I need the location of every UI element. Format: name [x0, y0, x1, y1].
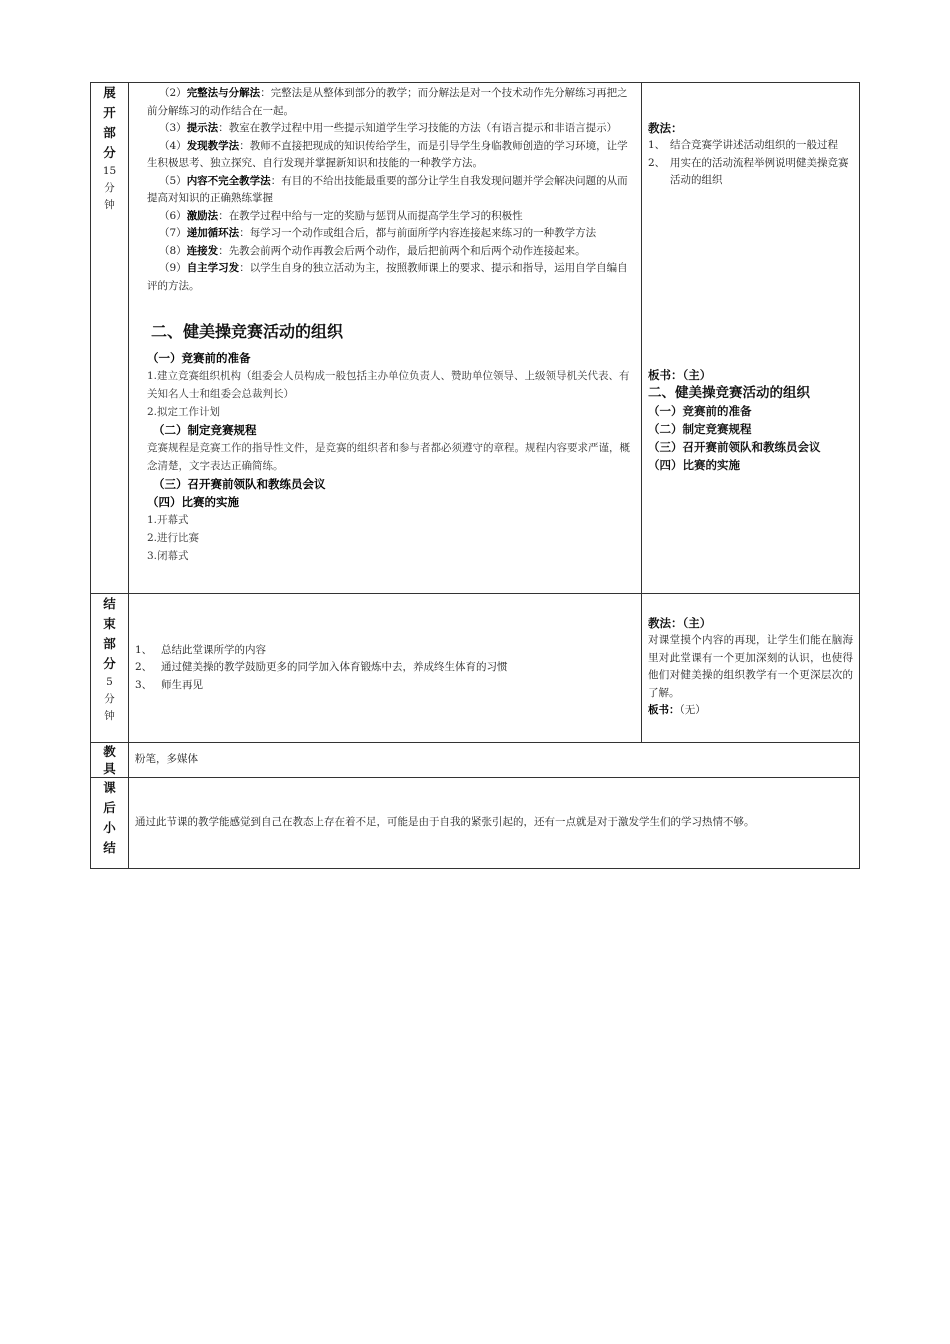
method-item: （7）递加循环法：每学习一个动作或组合后，都与前面所学内容连接起来练习的一种教学方法	[159, 227, 597, 239]
summary-row	[91, 778, 860, 869]
teaching-methods-list	[147, 85, 635, 295]
board-line: 板书：（无）	[648, 704, 706, 716]
board-title: 板书：（主）	[648, 367, 712, 382]
method-item: （6）激励法：在教学过程中给与一定的奖励与惩罚从而提高学生学习的积极性	[159, 209, 523, 222]
method-title: 教法：（主）	[648, 616, 712, 630]
lesson-plan-table	[90, 82, 860, 869]
tools-label: 教 具	[103, 744, 116, 776]
ending-label-cell	[91, 594, 129, 743]
summary-label: 课 后 小 结	[103, 780, 116, 855]
method-title: 教法：	[648, 121, 683, 135]
expand-notes-cell	[642, 83, 860, 594]
ending-duration: 5	[106, 676, 113, 688]
list-item: 3.闭幕式	[147, 550, 189, 562]
tools-text: 粉笔，多媒体	[135, 753, 198, 766]
tools-content-cell	[129, 743, 860, 778]
board-item: （二）制定竞赛规程	[648, 421, 752, 436]
board-heading: 二、健美操竞赛活动的组织	[648, 384, 810, 401]
subsection-title: （一）竞赛前的准备	[147, 351, 251, 365]
list-item: 1、 总结此堂课所学的内容	[135, 643, 266, 656]
expand-content-cell	[129, 83, 642, 594]
method-item: （8）连接发：先教会前两个动作再教会后两个动作，最后把前两个和后两个动作连接起来。	[159, 244, 586, 257]
summary-content-cell	[129, 778, 860, 869]
expand-label-cell	[91, 83, 129, 594]
method-item: （4）发现教学法：教师不直接把现成的知识传给学生，而是引导学生身临教师创造的学习环境，让学生积极思考、独立探究、自行发现并掌握新知识和技能的一种教学方法。	[147, 139, 628, 169]
ending-notes-cell	[642, 594, 860, 743]
summary-text: 通过此节课的教学能感觉到自己在教态上存在着不足，可能是由于自我的紧张引起的，还有一点就是对于激发学生们的学习热情不够。	[135, 816, 755, 829]
section-title: 二、健美操竞赛活动的组织	[151, 322, 344, 341]
expand-row	[91, 83, 860, 594]
expand-duration: 15	[102, 165, 117, 177]
method-text: 对课堂摸个内容的再现，让学生们能在脑海里对此堂课有一个更加深刻的认识，也使得他们对健美操的组织教学有一个更深层次的了解。	[648, 634, 853, 699]
method-item: （9）自主学习发：以学生自身的独立活动为主，按照教师课上的要求、提示和指导，运用自学自编自评的方法。	[147, 262, 628, 292]
method-item: （2）完整法与分解法：完整法是从整体到部分的教学；而分解法是对一个技术动作先分解练习再把之前分解练习的动作结合在一起。	[147, 87, 628, 117]
subsection-title: （四）比赛的实施	[147, 495, 239, 509]
summary-label-cell	[91, 778, 129, 869]
list-item: 2.进行比赛	[147, 532, 200, 544]
list-item: 2、 用实在的活动流程举例说明健美操竞赛活动的组织	[648, 156, 849, 186]
subsection-title: （三）召开赛前领队和教练员会议	[153, 477, 326, 491]
list-item: 1、 结合竞赛学讲述活动组织的一般过程	[648, 139, 838, 151]
tools-row	[91, 743, 860, 778]
list-item: 3、 师生再见	[135, 678, 203, 691]
list-item: 2、 通过健美操的教学鼓励更多的同学加入体育锻炼中去，养成终生体育的习惯	[135, 661, 508, 674]
list-item: 1.开幕式	[147, 514, 189, 526]
ending-content-cell	[129, 594, 642, 743]
method-item: （5）内容不完全教学法：有目的不给出技能最重要的部分让学生自我发现问题并学会解决问题的从而提高对知识的正确熟练掌握	[147, 174, 628, 204]
paragraph: 竞赛规程是竞赛工作的指导性文件，是竞赛的组织者和参与者都必须遵守的章程。规程内容要求严谨，概念清楚，文字表达正确简练。	[147, 442, 630, 472]
subsection-title: （二）制定竞赛规程	[153, 423, 257, 437]
board-item: （三）召开赛前领队和教练员会议	[648, 439, 821, 454]
list-item: 1.建立竞赛组织机构（组委会人员构成一般包括主办单位负责人、赞助单位领导、上级领导机关代表、有关知名人士和组委会总裁判长）	[147, 370, 630, 400]
expand-label: 展 开 部 分 15 分 钟	[102, 85, 117, 211]
board-item: （四）比赛的实施	[648, 457, 740, 472]
list-item: 2.拟定工作计划	[147, 406, 221, 418]
ending-row	[91, 594, 860, 743]
tools-label-cell	[91, 743, 129, 778]
method-item: （3）提示法：教室在教学过程中用一些提示知道学生学习技能的方法（有语言提示和非语言提示）	[159, 122, 618, 134]
board-item: （一）竞赛前的准备	[648, 403, 752, 418]
ending-label: 结 束 部 分 5 分 钟	[103, 596, 116, 722]
